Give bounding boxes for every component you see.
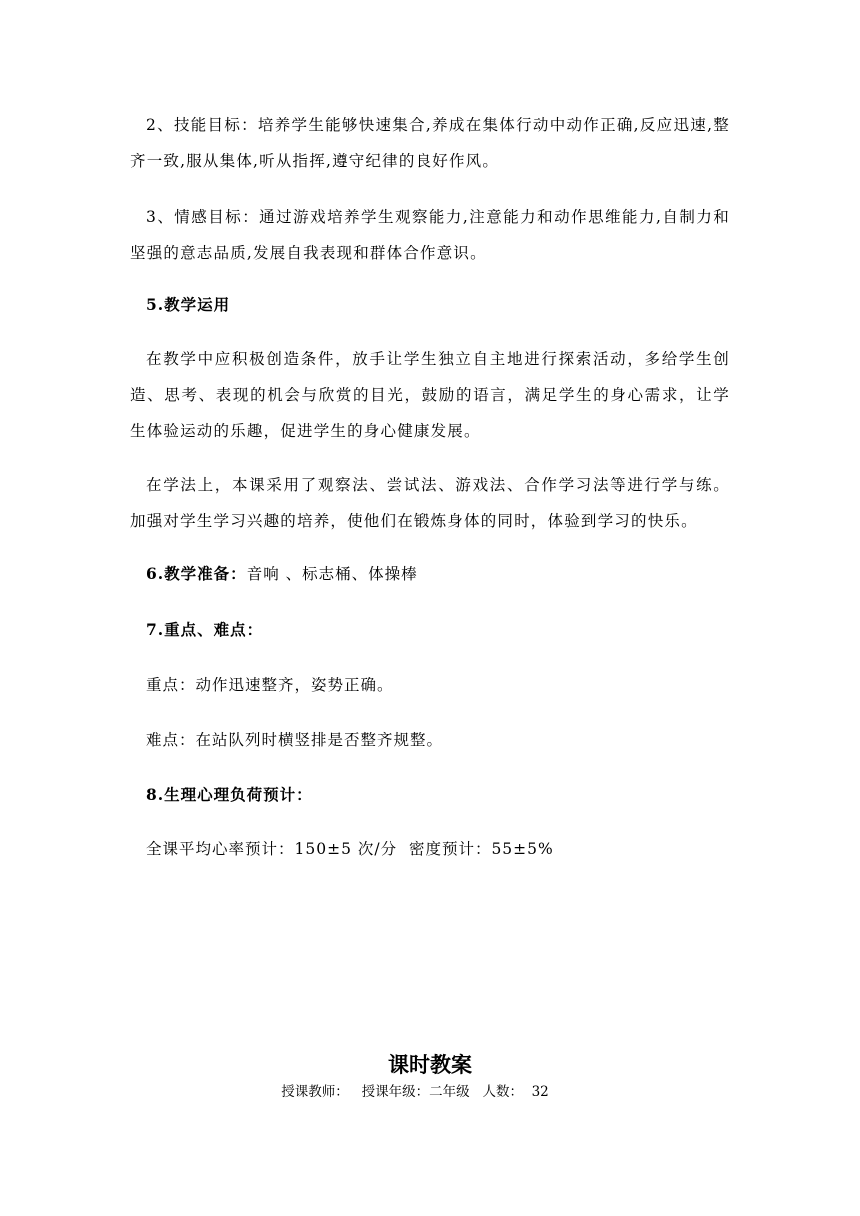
section-5-heading: 5.教学运用 [146,295,231,314]
section-7-heading: 7.重点、难点： [146,620,264,639]
lesson-info-line: 授课教师： 授课年级：二年级 人数： 32 [281,1084,549,1100]
skill-goal-paragraph: 2、技能目标：培养学生能够快速集合,养成在集体行动中动作正确,反应迅速,整齐一致,服从集体,听从指挥,遵守纪律的良好作风。 [130,116,730,170]
section-6-line [146,562,418,586]
learning-method-paragraph: 在学法上，本课采用了观察法、尝试法、游戏法、合作学习法等进行学与练。加强对学生学习兴趣的培养，使他们在锻炼身体的同时，体验到学习的快乐。 [130,476,730,530]
lesson-plan-title: 课时教案 [388,1053,472,1077]
section-8-heading: 8.生理心理负荷预计： [146,785,313,804]
load-estimate-text: 全课平均心率预计：150±5 次/分 密度预计：55±5% [146,840,554,858]
section-6-heading: 6.教学准备： [146,564,247,583]
teaching-application-paragraph: 在教学中应积极创造条件，放手让学生独立自主地进行探索活动，多给学生创造、思考、表现的机会与欣赏的目光，鼓励的语言，满足学生的身心需求，让学生体验运动的乐趣，促进学生的身心健康发展。 [130,350,730,440]
difficulty-text: 难点：在站队列时横竖排是否整齐规整。 [146,731,444,749]
key-point-text: 重点：动作迅速整齐，姿势正确。 [146,676,394,694]
teaching-preparation-text: 音响 、标志桶、体操棒 [246,565,418,583]
emotion-goal-paragraph: 3、情感目标：通过游戏培养学生观察能力,注意能力和动作思维能力,自制力和坚强的意志品质,发展自我表现和群体合作意识。 [130,208,730,262]
